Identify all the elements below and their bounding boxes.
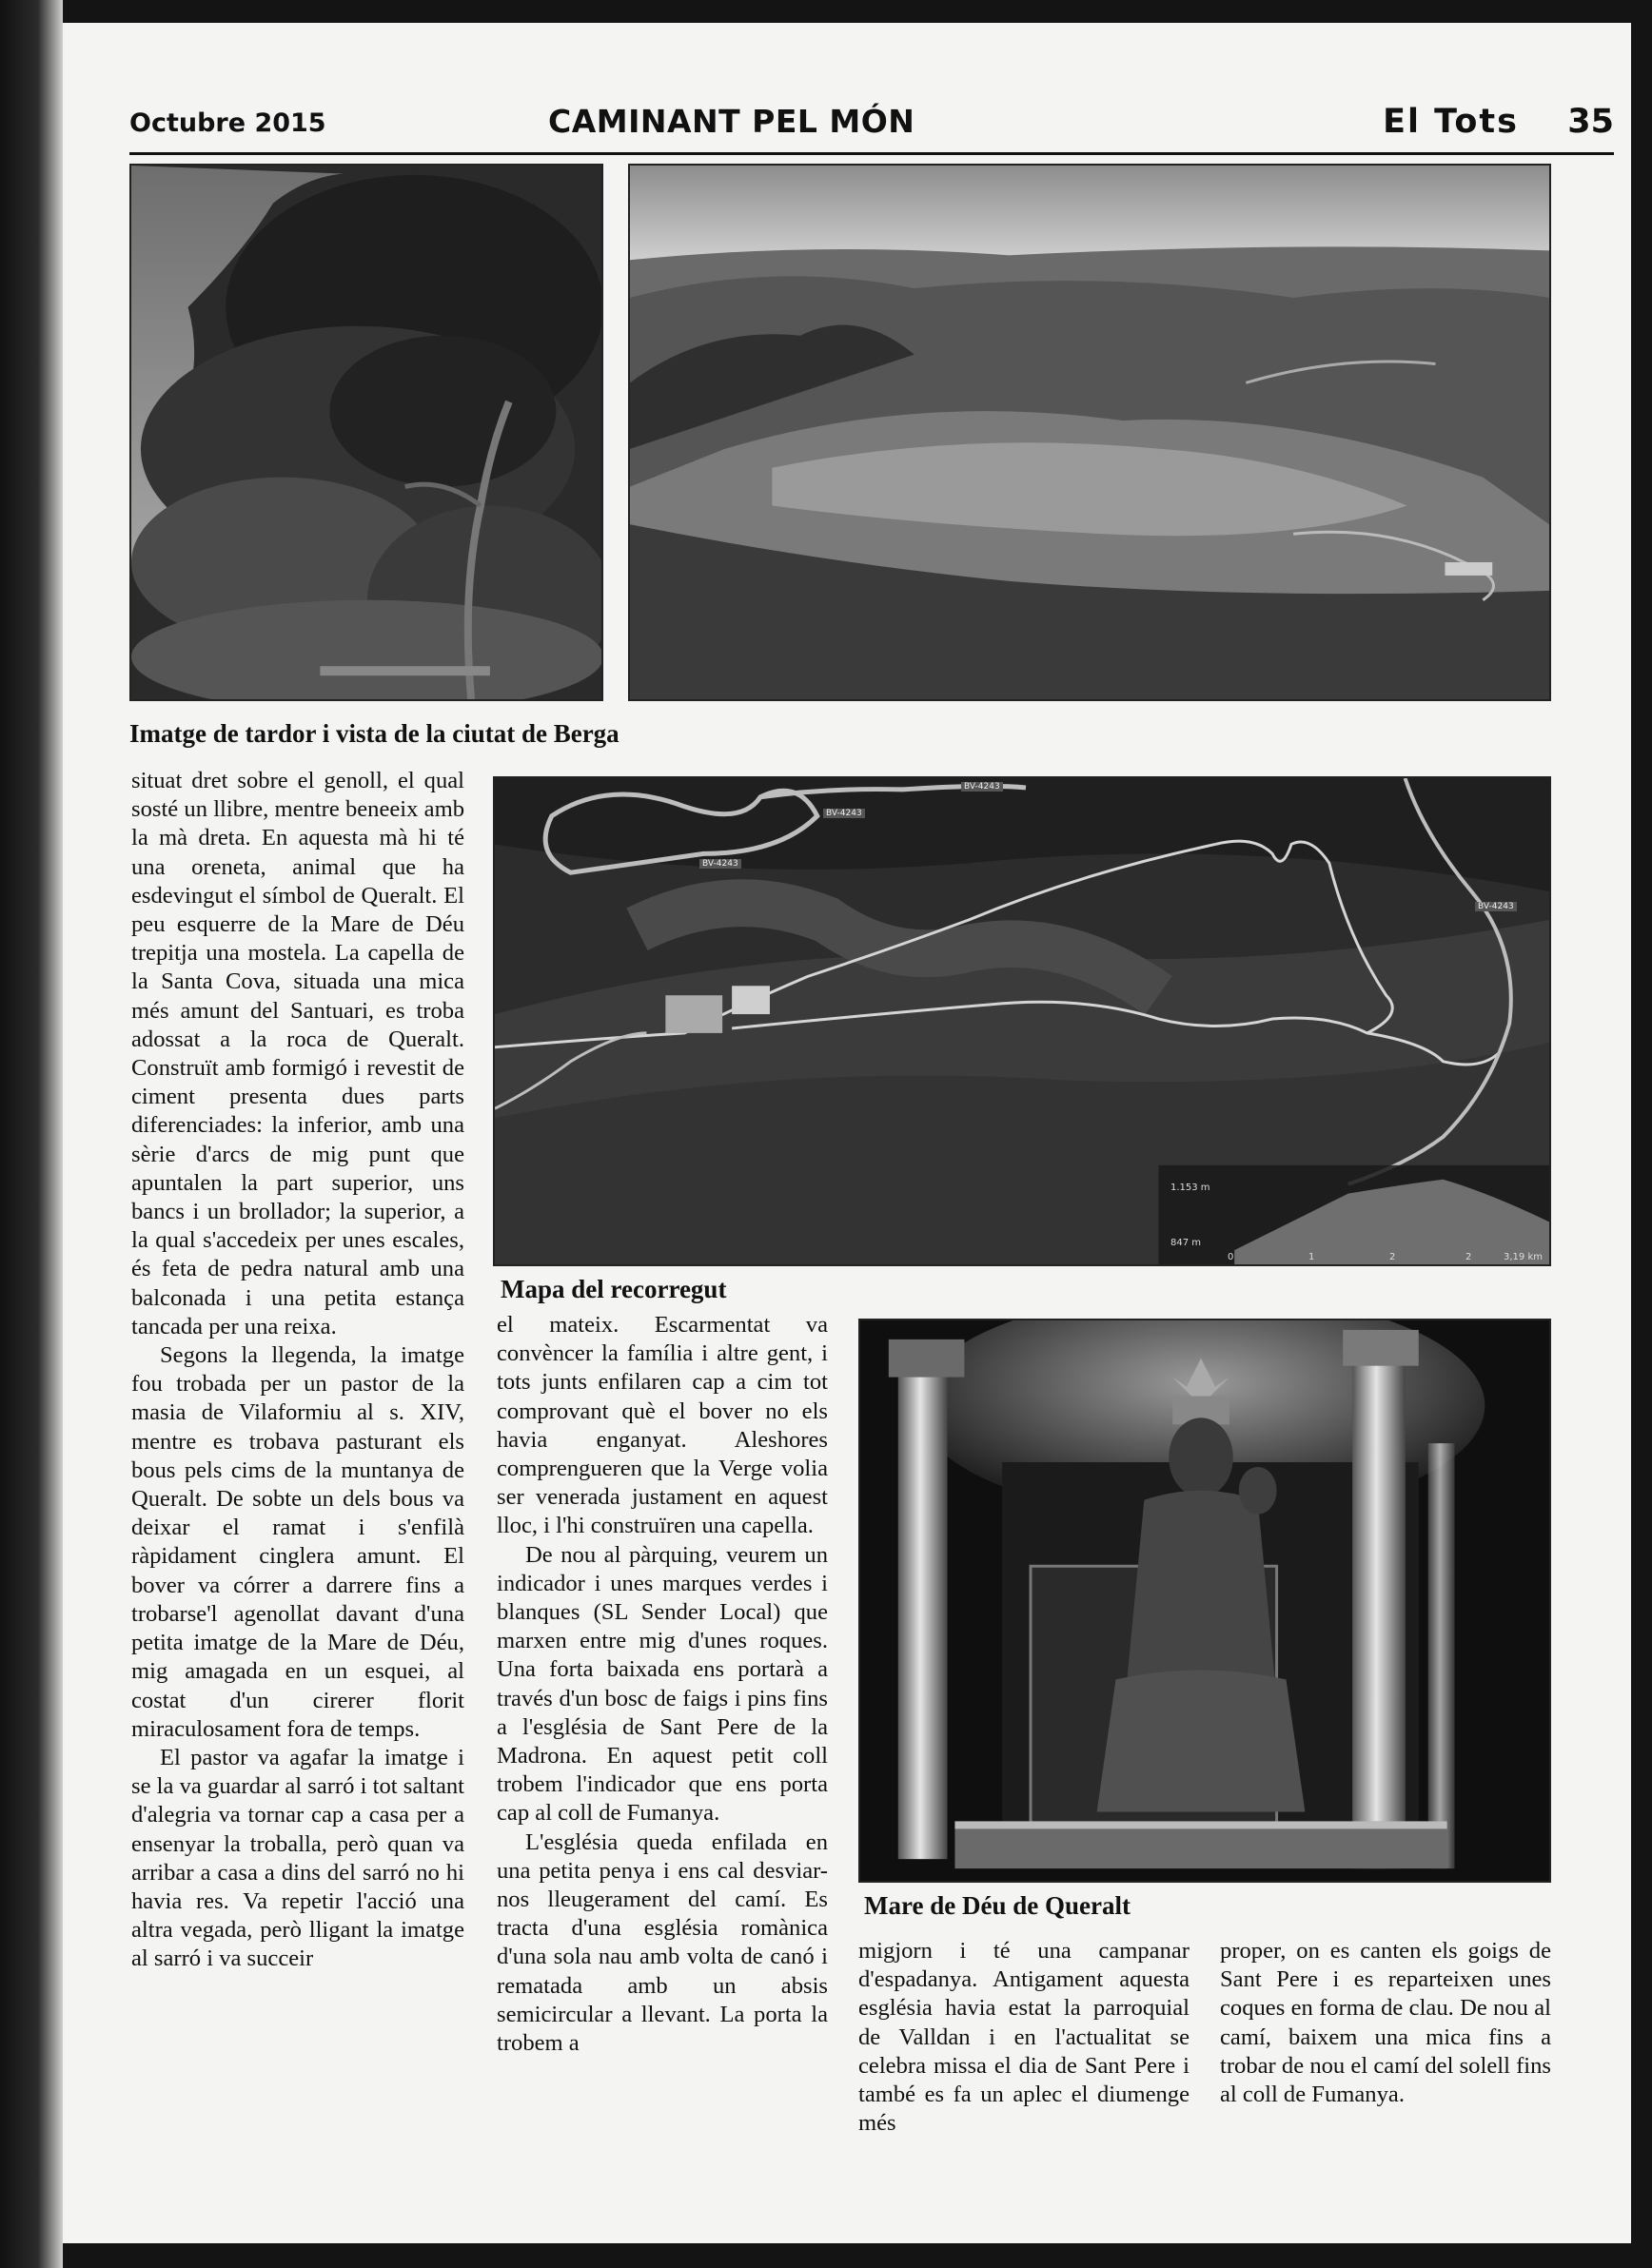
paragraph: El pastor va agafar la imatge i se la va guardar al sarró i tot saltant d'alegria va tornar cap a casa per a ensenyar la troballa, però quan va arribar a casa a dins del sarró no hi havia res. Va repetir l'acció una altra vegada, però lligant la imatge al sarró i va succeir (131, 1744, 464, 1972)
paragraph: De nou al pàrquing, veurem un indicador i unes marques verdes i blanques (SL Sender Local) que marxen entre mig d'unes roques. Una forta baixada ens portarà a través d'un bosc de faigs i pins fins a l'església de Sant Pere de la Madrona. En aquest petit coll trobem l'indicador que ens porta cap al coll de Fumanya. (497, 1541, 828, 1827)
distance-tick-label: 0 (1228, 1252, 1234, 1262)
publication-name: El Tots (1383, 103, 1519, 141)
berga-city-photo (628, 164, 1551, 701)
elevation-max-label: 1.153 m (1170, 1183, 1210, 1193)
map-caption: Mapa del recorregut (501, 1275, 727, 1303)
top-photos-caption: Imatge de tardor i vista de la ciutat de Berga (129, 719, 620, 748)
magazine-page (63, 23, 1631, 2243)
text-column-1 (131, 767, 464, 1974)
map-road-label: BV-4243 (823, 809, 865, 818)
page-number: 35 (1567, 103, 1614, 141)
paragraph: proper, on es canten els goigs de Sant Pere i es reparteixen unes coques en forma de clau. De nou al camí, baixem una mica fins a trobar de nou el camí del solell fins al coll de Fumanya. (1220, 1938, 1551, 2108)
distance-tick-label: 2 (1465, 1252, 1472, 1262)
section-title: CAMINANT PEL MÓN (548, 103, 915, 140)
elevation-min-label: 847 m (1170, 1238, 1202, 1248)
text-column-2 (497, 1311, 828, 2058)
map-road-label: BV-4243 (1475, 902, 1517, 911)
book-spine (0, 0, 63, 2268)
distance-tick-label: 1 (1308, 1252, 1315, 1262)
paragraph: el mateix. Escarmentat va convèncer la família i altre gent, i tots junts enfilaren cap a cim tot comprovant què el bover no els havia enganyat. Aleshores comprengueren que la Verge volia ser venerada justament en aquest lloc, i l'hi construïren una capella. (497, 1312, 828, 1539)
map-road-label: BV-4243 (961, 782, 1003, 792)
paragraph: L'església queda enfilada en una petita penya i ens cal desviar-nos lleugerament del camí. Es tracta d'una església romànica d'una sola nau amb volta de canó i rematada amb un absis semicircular a llevant. La porta la trobem a (497, 1828, 828, 2057)
text-column-3 (858, 1937, 1190, 2138)
virgin-statue-photo (858, 1319, 1551, 1883)
map-road-label: BV-4243 (699, 859, 741, 869)
paragraph: migjorn i té una campanar d'espadanya. Antigament aquesta església havia estat la parroquial de Valldan i en l'actualitat se celebra missa el dia de Sant Pere i també es fa un aplec el diumenge més (858, 1938, 1190, 2137)
page-header (129, 88, 1614, 154)
paragraph: situat dret sobre el genoll, el qual sosté un llibre, mentre beneeix amb la mà dreta. En aquesta mà hi té una oreneta, animal que ha esdevingut el símbol de Queralt. El peu esquerre de la Mare de Déu trepitja una mostela. La capella de la Santa Cova, situada una mica més amunt del Santuari, es troba adossat a la roca de Queralt. Construït amb formigó i revestit de ciment presenta dues parts diferenciades: la inferior, amb una sèrie d'arcs de mig punt que apuntalen la part superior, uns bancs i un brollador; la superior, a la qual s'accedeix per unes escales, és feta de pedra natural amb una balconada i una petita estança tancada per una reixa. (131, 768, 464, 1339)
distance-total-label: 3,19 km (1504, 1252, 1543, 1262)
issue-date: Octubre 2015 (129, 108, 326, 138)
autumn-tree-photo (129, 164, 603, 701)
route-map (493, 776, 1551, 1266)
paragraph: Segons la llegenda, la imatge fou trobada per un pastor de la masia de Vilaformiu al s. XIV, mentre es trobava pasturant els bous pels cims de la muntanya de Queralt. De sobte un dels bous va deixar el ramat i s'enfilà ràpidament cinglera amunt. El bover va córrer a darrere fins a trobarse'l agenollat davant d'una petita imatge de la Mare de Déu, mig amagada en un esquei, al costat d'un cirerer florit miraculosament fora de temps. (131, 1342, 464, 1742)
header-rule (129, 152, 1614, 155)
distance-tick-label: 2 (1389, 1252, 1396, 1262)
statue-caption: Mare de Déu de Queralt (864, 1891, 1131, 1920)
text-column-4 (1220, 1937, 1551, 2109)
